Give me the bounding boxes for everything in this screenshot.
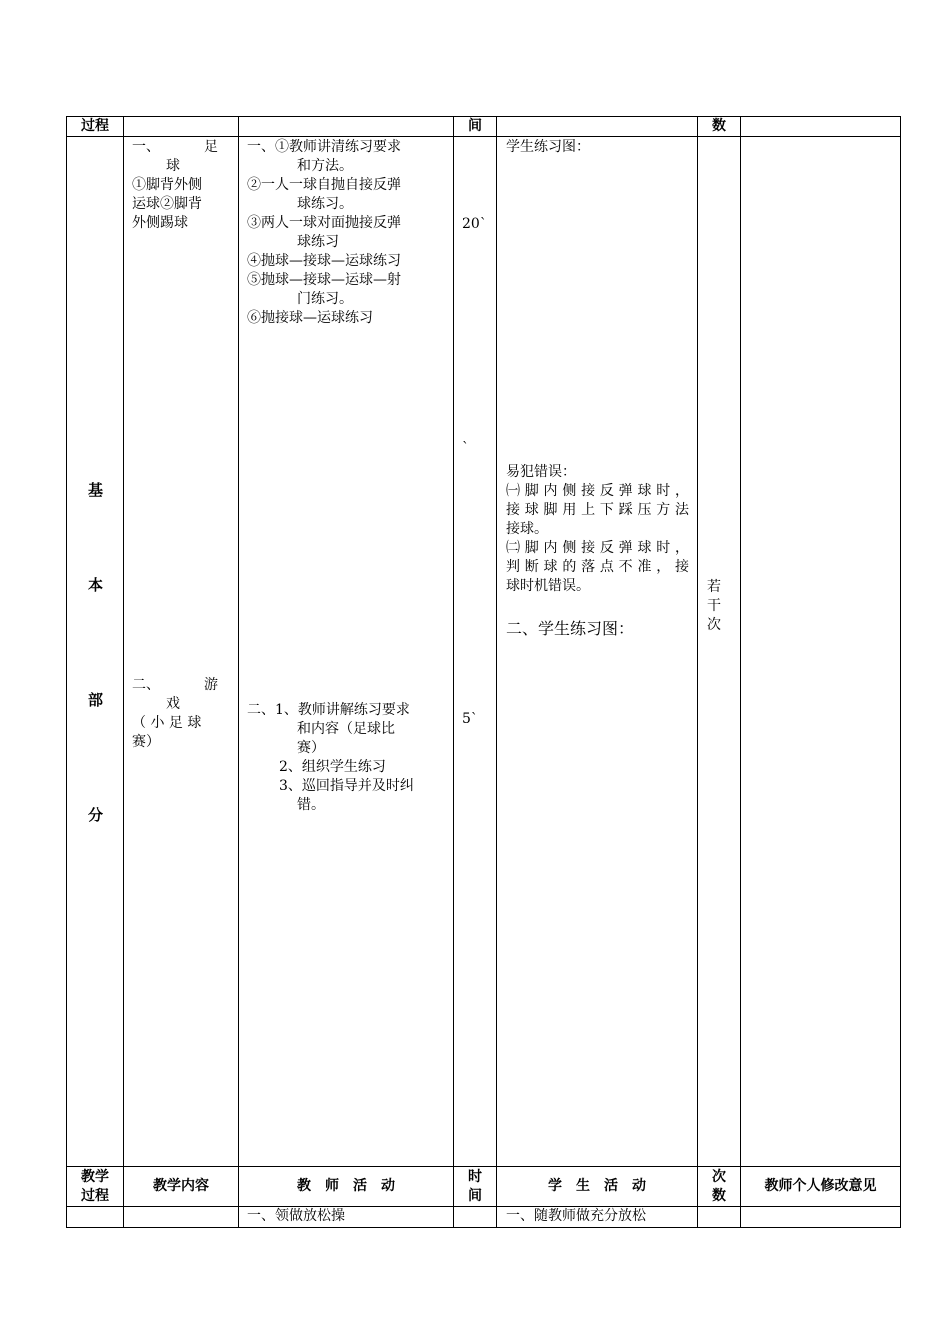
top-header-row: [67, 117, 901, 137]
count-column: [698, 137, 741, 1167]
header-student-activity: 学 生 活 动: [497, 1167, 698, 1207]
teacher-steps-2: 二、1、教师讲解练习要求 和内容（足球比 赛） 2、组织学生练习 3、巡回指导并及时纠 错。: [247, 702, 414, 813]
opinion-column: [741, 137, 901, 1167]
header-count-full: 次 数: [698, 1167, 741, 1207]
content-item-2: 二、 游 戏 （ 小 足 球 赛）: [132, 677, 218, 750]
header-teacher-activity: 教 师 活 动: [239, 1167, 454, 1207]
teacher-column: [239, 137, 454, 1167]
header-count: 数: [698, 117, 741, 137]
last-row: [67, 1207, 901, 1228]
header-teaching-process: 教学 过程: [67, 1167, 124, 1207]
header-process: 过程: [67, 117, 124, 137]
time-value-1: 20`: [462, 216, 487, 232]
last-row-teacher: 一、领做放松操: [239, 1207, 454, 1228]
section-char-2: 本: [87, 576, 103, 594]
bottom-header-row: [67, 1167, 901, 1207]
count-value: 若 干 次: [707, 579, 721, 633]
time-mark: `: [462, 440, 469, 456]
last-row-student: 一、随教师做充分放松: [497, 1207, 698, 1228]
lesson-plan-table: [66, 116, 901, 1228]
student-diagram-label-1: 学生练习图：: [506, 139, 590, 155]
content-column: [124, 137, 239, 1167]
main-body-row: [67, 137, 901, 1167]
section-char-4: 分: [87, 806, 103, 824]
student-diagram-label-2: 二、学生练习图：: [506, 619, 635, 638]
content-item-1: 一、 足 球 ①脚背外侧 运球②脚背 外侧踢球: [132, 139, 218, 231]
section-char-1: 基: [87, 481, 103, 499]
header-time-full: 时 间: [454, 1167, 497, 1207]
header-teaching-content: 教学内容: [124, 1167, 239, 1207]
section-char-3: 部: [87, 691, 103, 709]
teacher-steps-1: 一、①教师讲清练习要求 和方法。 ②一人一球自抛自接反弹 球练习。 ③两人一球对面抛接反弹 球练习 ④抛球—接球—运球练习 ⑤抛球—接球—运球—射 门练习。 ⑥抛接球—运球练习: [247, 139, 401, 326]
header-teacher-opinion: 教师个人修改意见: [741, 1167, 901, 1207]
student-column: [497, 137, 698, 1167]
section-column: [67, 137, 124, 1167]
time-value-2: 5`: [462, 711, 478, 727]
header-time: 间: [454, 117, 497, 137]
time-column: [454, 137, 497, 1167]
common-errors: 易犯错误： ㈠脚内侧接反弹球时， 接球脚用上下踩压方法 接球。 ㈡脚内侧接反弹球时， 判断球的落点不准，接 球时机错误。: [506, 464, 689, 594]
